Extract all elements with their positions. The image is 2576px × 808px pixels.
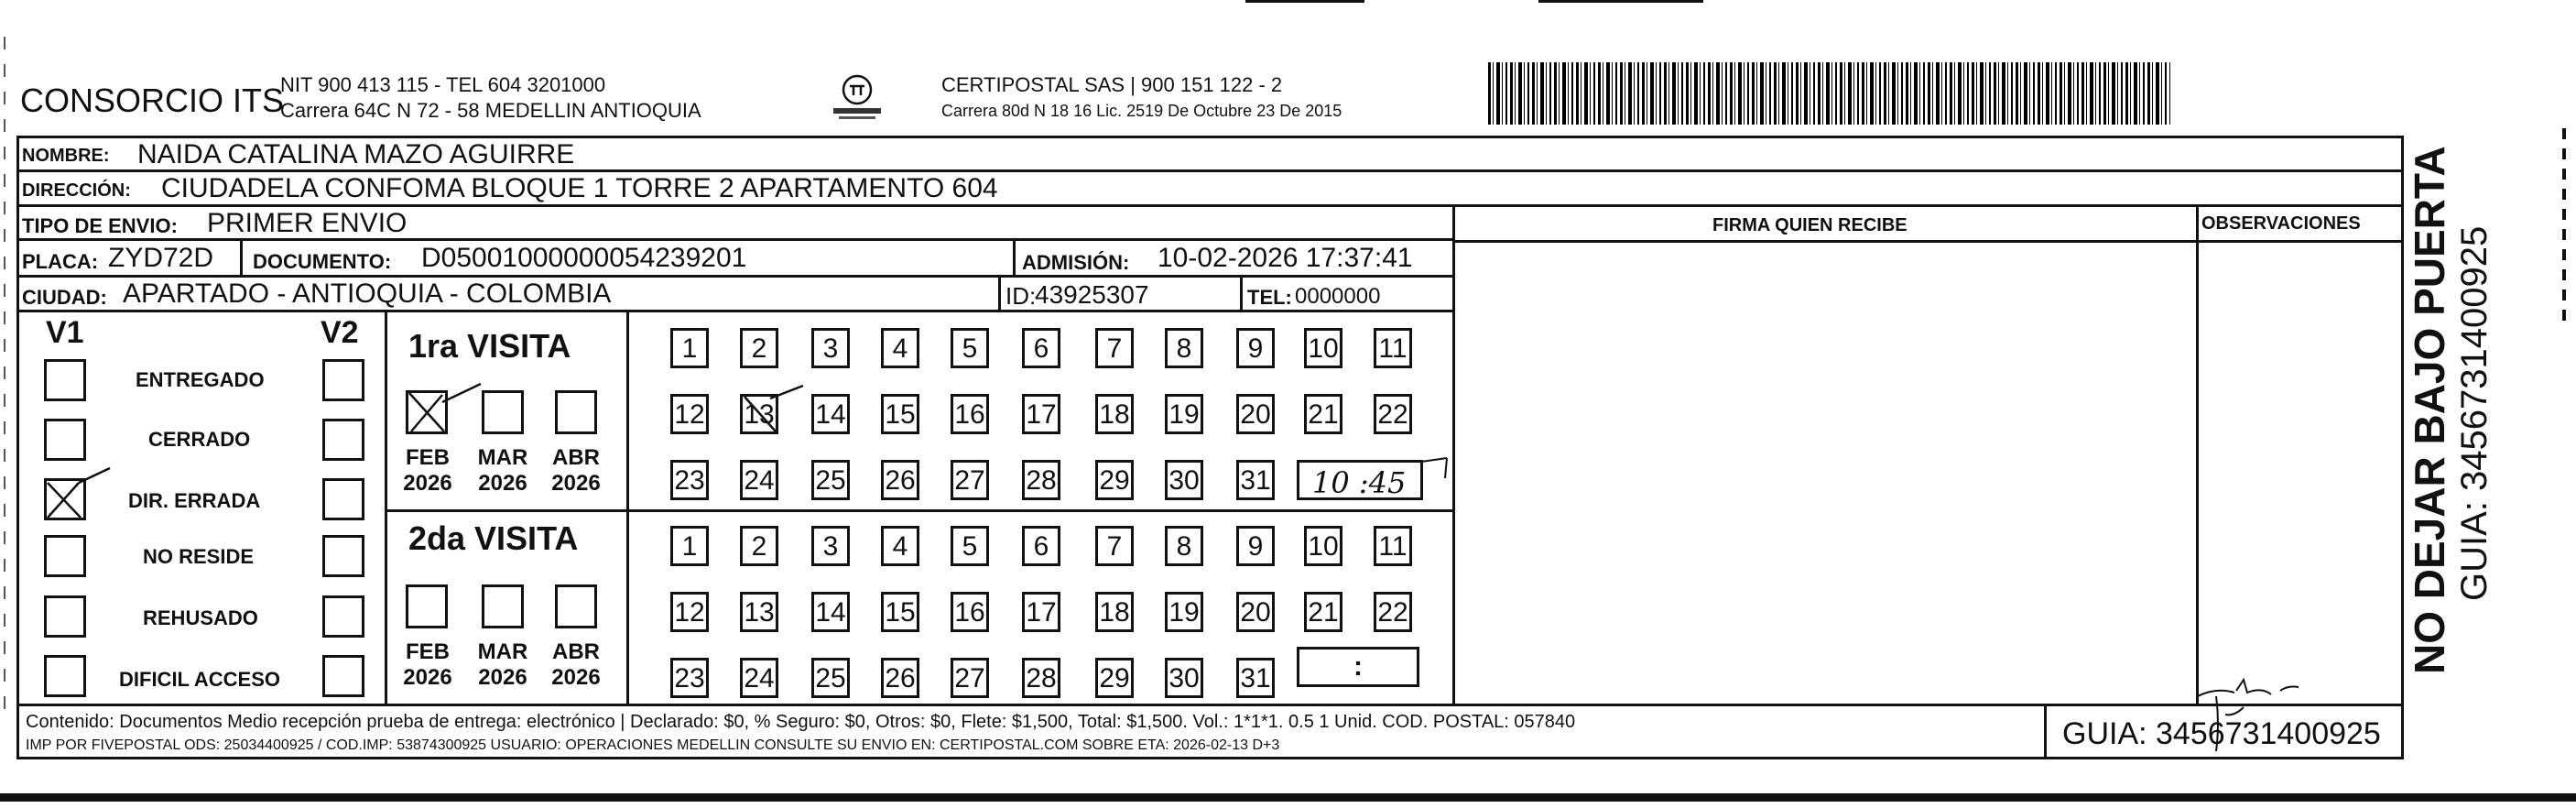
visit2-day-13[interactable]: 13 bbox=[740, 592, 778, 632]
visit2-day-3[interactable]: 3 bbox=[811, 526, 850, 566]
v2-label: V2 bbox=[321, 315, 359, 350]
visit1-day-3[interactable]: 3 bbox=[811, 328, 850, 368]
visit2-month-feb: FEB 2026 bbox=[403, 639, 452, 690]
status-entregado: ENTREGADO bbox=[136, 368, 265, 391]
visit2-feb-checkbox[interactable] bbox=[406, 584, 448, 628]
visit1-handwritten-mark bbox=[1419, 451, 1474, 487]
admision-divider bbox=[1013, 238, 1016, 277]
visit2-day-15[interactable]: 15 bbox=[881, 592, 919, 632]
id-value: 43925307 bbox=[1035, 280, 1149, 309]
visit2-day-26[interactable]: 26 bbox=[881, 658, 919, 698]
visit1-day-27[interactable]: 27 bbox=[951, 460, 989, 500]
nombre-label: NOMBRE: bbox=[22, 146, 110, 166]
visit2-mar-checkbox[interactable] bbox=[482, 584, 524, 628]
certipostal-logo bbox=[830, 73, 885, 124]
frame-left bbox=[16, 136, 19, 759]
visit1-day-20[interactable]: 20 bbox=[1236, 394, 1275, 434]
row-line bbox=[16, 238, 1454, 241]
documento-label: DOCUMENTO: bbox=[253, 250, 392, 273]
visit1-day-8[interactable]: 8 bbox=[1165, 328, 1203, 368]
visit1-day-14[interactable]: 14 bbox=[811, 394, 850, 434]
visit2-day-31[interactable]: 31 bbox=[1236, 658, 1275, 698]
visit1-month-abr: ABR 2026 bbox=[551, 445, 601, 496]
frame-right bbox=[2401, 136, 2404, 759]
v1-dificil-acceso-checkbox[interactable] bbox=[44, 655, 86, 697]
direccion-value: CIUDADELA CONFOMA BLOQUE 1 TORRE 2 APARTAMENTO 604 bbox=[161, 173, 998, 203]
status-dificil-acceso: DIFICIL ACCESO bbox=[119, 668, 281, 691]
v1-no-reside-checkbox[interactable] bbox=[44, 535, 86, 577]
direccion-label: DIRECCIÓN: bbox=[22, 180, 131, 201]
visit1-day-13-mark bbox=[739, 389, 803, 435]
left-edge-mark bbox=[4, 37, 5, 715]
firma-label: FIRMA QUIEN RECIBE bbox=[1712, 215, 1908, 235]
visit2-time-box[interactable] bbox=[1297, 647, 1419, 687]
visit1-day-10[interactable]: 10 bbox=[1304, 328, 1342, 368]
placa-divider bbox=[240, 238, 243, 277]
id-divider bbox=[998, 275, 1001, 311]
visit1-day-7[interactable]: 7 bbox=[1095, 328, 1134, 368]
v1-entregado-checkbox[interactable] bbox=[44, 359, 86, 401]
visit2-day-17[interactable]: 17 bbox=[1022, 592, 1060, 632]
visit1-day-16[interactable]: 16 bbox=[951, 394, 989, 434]
visit1-day-13[interactable]: 13 bbox=[740, 394, 778, 434]
row-line bbox=[16, 275, 1454, 278]
visit1-day-31[interactable]: 31 bbox=[1236, 460, 1275, 500]
visit2-day-20[interactable]: 20 bbox=[1236, 592, 1275, 632]
visits-left-divider bbox=[385, 310, 387, 705]
visit2-day-1[interactable]: 1 bbox=[670, 526, 709, 566]
v2-dificil-acceso-checkbox[interactable] bbox=[322, 655, 364, 697]
visit2-day-4[interactable]: 4 bbox=[881, 526, 919, 566]
row-line bbox=[16, 310, 1454, 312]
tel-value: 0000000 bbox=[1295, 284, 1381, 309]
visit1-day-15[interactable]: 15 bbox=[881, 394, 919, 434]
visit2-title: 2da VISITA bbox=[408, 519, 579, 557]
visit2-day-22[interactable]: 22 bbox=[1374, 592, 1412, 632]
admision-label: ADMISIÓN: bbox=[1022, 251, 1130, 274]
barcode bbox=[1488, 62, 2170, 125]
company-address: Carrera 64C N 72 - 58 MEDELLIN ANTIOQUIA bbox=[280, 99, 701, 122]
ciudad-value: APARTADO - ANTIOQUIA - COLOMBIA bbox=[123, 278, 612, 309]
v1-rehusado-checkbox[interactable] bbox=[44, 595, 86, 638]
visit1-day-22[interactable]: 22 bbox=[1374, 394, 1412, 434]
visit1-day-29[interactable]: 29 bbox=[1095, 460, 1134, 500]
visit1-day-6[interactable]: 6 bbox=[1022, 328, 1060, 368]
visit2-day-18[interactable]: 18 bbox=[1095, 592, 1134, 632]
admision-value: 10-02-2026 17:37:41 bbox=[1158, 243, 1413, 273]
tipo-envio-value: PRIMER ENVIO bbox=[207, 208, 408, 238]
row-line bbox=[16, 204, 2404, 207]
visit2-day-28[interactable]: 28 bbox=[1022, 658, 1060, 698]
footer-print-line: IMP POR FIVEPOSTAL ODS: 25034400925 / COD.IMP: 53874300925 USUARIO: OPERACIONES MEDELLIN CONSULTE SU ENVIO EN: CERTIPOSTAL.COM SOBRE ETA: 2026-02-13 D+3 bbox=[26, 737, 1280, 753]
visit1-title: 1ra VISITA bbox=[408, 327, 571, 365]
company-name: CONSORCIO ITS bbox=[20, 82, 285, 119]
firma-header-line bbox=[1452, 240, 2403, 243]
status-dir-errada: DIR. ERRADA bbox=[128, 489, 261, 512]
visit2-day-5[interactable]: 5 bbox=[951, 526, 989, 566]
visit1-day-23[interactable]: 23 bbox=[670, 460, 709, 500]
tel-label: TEL: bbox=[1247, 286, 1292, 309]
guia-divider bbox=[2044, 704, 2047, 759]
visit2-day-14[interactable]: 14 bbox=[811, 592, 850, 632]
visit2-day-25[interactable]: 25 bbox=[811, 658, 850, 698]
visit1-day-19[interactable]: 19 bbox=[1165, 394, 1203, 434]
visit1-day-5[interactable]: 5 bbox=[951, 328, 989, 368]
side-warning: NO DEJAR BAJO PUERTA bbox=[2406, 146, 2453, 674]
visit2-day-9[interactable]: 9 bbox=[1236, 526, 1275, 566]
v1-cerrado-checkbox[interactable] bbox=[44, 419, 86, 461]
visit2-day-23[interactable]: 23 bbox=[670, 658, 709, 698]
visit2-day-24[interactable]: 24 bbox=[740, 658, 778, 698]
visit1-month-mar: MAR 2026 bbox=[477, 445, 528, 496]
frame-top bbox=[16, 136, 2404, 138]
footer-content-line: Contenido: Documentos Medio recepción prueba de entrega: electrónico | Declarado: $0, % Seguro: $0, Otros: $0, Flete: $1,500, Total: $1,500. Vol.: 1*1*1. 0.5 1 Unid. COD. POSTAL: 057840 bbox=[26, 712, 1576, 732]
visit2-day-19[interactable]: 19 bbox=[1165, 592, 1203, 632]
visit2-day-8[interactable]: 8 bbox=[1165, 526, 1203, 566]
nit-line: NIT 900 413 115 - TEL 604 3201000 bbox=[280, 73, 606, 96]
v1-label: V1 bbox=[46, 315, 84, 350]
bottom-thick-line bbox=[0, 793, 2576, 802]
status-cerrado: CERRADO bbox=[148, 428, 251, 451]
visit1-day-25[interactable]: 25 bbox=[811, 460, 850, 500]
v2-dir-errada-checkbox[interactable] bbox=[322, 478, 364, 520]
visit2-time-colon: : bbox=[1353, 651, 1363, 682]
visit1-day-28[interactable]: 28 bbox=[1022, 460, 1060, 500]
visit1-mar-checkbox[interactable] bbox=[482, 390, 524, 434]
visit1-month-feb: FEB 2026 bbox=[403, 445, 452, 496]
visit1-day-17[interactable]: 17 bbox=[1022, 394, 1060, 434]
visit2-day-30[interactable]: 30 bbox=[1165, 658, 1203, 698]
footer-guia: GUIA: 3456731400925 bbox=[2062, 716, 2381, 751]
status-no-reside: NO RESIDE bbox=[143, 545, 255, 568]
top-edge-line bbox=[1538, 0, 1703, 3]
visit1-day-26[interactable]: 26 bbox=[881, 460, 919, 500]
observaciones-divider bbox=[2196, 204, 2199, 706]
v2-cerrado-checkbox[interactable] bbox=[322, 419, 364, 461]
id-label: ID: bbox=[1005, 282, 1037, 310]
visit1-day-18[interactable]: 18 bbox=[1095, 394, 1134, 434]
nombre-value: NAIDA CATALINA MAZO AGUIRRE bbox=[137, 139, 575, 169]
right-edge-mark bbox=[2562, 128, 2566, 330]
visit2-month-abr: ABR 2026 bbox=[551, 639, 601, 690]
visit2-day-6[interactable]: 6 bbox=[1022, 526, 1060, 566]
visit1-day-2[interactable]: 2 bbox=[740, 328, 778, 368]
visit2-day-12[interactable]: 12 bbox=[670, 592, 709, 632]
placa-value: ZYD72D bbox=[108, 243, 214, 273]
visit1-time-box[interactable] bbox=[1297, 460, 1423, 500]
ciudad-label: CIUDAD: bbox=[22, 286, 107, 309]
visit1-day-30[interactable]: 30 bbox=[1165, 460, 1203, 500]
visit2-day-21[interactable]: 21 bbox=[1304, 592, 1342, 632]
visit1-day-21[interactable]: 21 bbox=[1304, 394, 1342, 434]
status-rehusado: REHUSADO bbox=[143, 606, 258, 629]
visit2-day-27[interactable]: 27 bbox=[951, 658, 989, 698]
visit2-day-7[interactable]: 7 bbox=[1095, 526, 1134, 566]
visit1-day-1[interactable]: 1 bbox=[670, 328, 709, 368]
tel-divider bbox=[1240, 275, 1243, 311]
visits-month-divider bbox=[626, 310, 629, 705]
placa-label: PLACA: bbox=[22, 250, 99, 273]
visit2-day-2[interactable]: 2 bbox=[740, 526, 778, 566]
visit1-day-12[interactable]: 12 bbox=[670, 394, 709, 434]
row-line bbox=[16, 169, 2404, 172]
side-guia: GUIA: 3456731400925 bbox=[2454, 225, 2494, 601]
visit2-day-16[interactable]: 16 bbox=[951, 592, 989, 632]
visits-middle-divider bbox=[385, 509, 1454, 512]
v2-rehusado-checkbox[interactable] bbox=[322, 595, 364, 638]
visit1-day-11[interactable]: 11 bbox=[1374, 328, 1412, 368]
v2-no-reside-checkbox[interactable] bbox=[322, 535, 364, 577]
visit1-day-24[interactable]: 24 bbox=[740, 460, 778, 500]
carrier-line: CERTIPOSTAL SAS | 900 151 122 - 2 bbox=[941, 73, 1283, 96]
carrier-address: Carrera 80d N 18 16 Lic. 2519 De Octubre 23 De 2015 bbox=[941, 102, 1342, 120]
visit1-abr-checkbox[interactable] bbox=[555, 390, 597, 434]
v1-dir-errada-checkbox[interactable] bbox=[44, 478, 86, 520]
top-edge-line bbox=[1245, 0, 1364, 3]
visit1-day-4[interactable]: 4 bbox=[881, 328, 919, 368]
visit2-month-mar: MAR 2026 bbox=[477, 639, 528, 690]
visit2-abr-checkbox[interactable] bbox=[555, 584, 597, 628]
documento-value: D05001000000054239201 bbox=[421, 243, 747, 273]
visit1-feb-checkbox[interactable] bbox=[406, 390, 448, 434]
visit2-day-29[interactable]: 29 bbox=[1095, 658, 1134, 698]
observaciones-label: OBSERVACIONES bbox=[2201, 213, 2361, 234]
visit1-day-9[interactable]: 9 bbox=[1236, 328, 1275, 368]
visit2-day-11[interactable]: 11 bbox=[1374, 526, 1412, 566]
tipo-envio-label: TIPO DE ENVIO: bbox=[22, 214, 178, 237]
visit1-time-handwritten: 10 :45 bbox=[1312, 465, 1407, 500]
visit2-day-10[interactable]: 10 bbox=[1304, 526, 1342, 566]
v2-entregado-checkbox[interactable] bbox=[322, 359, 364, 401]
